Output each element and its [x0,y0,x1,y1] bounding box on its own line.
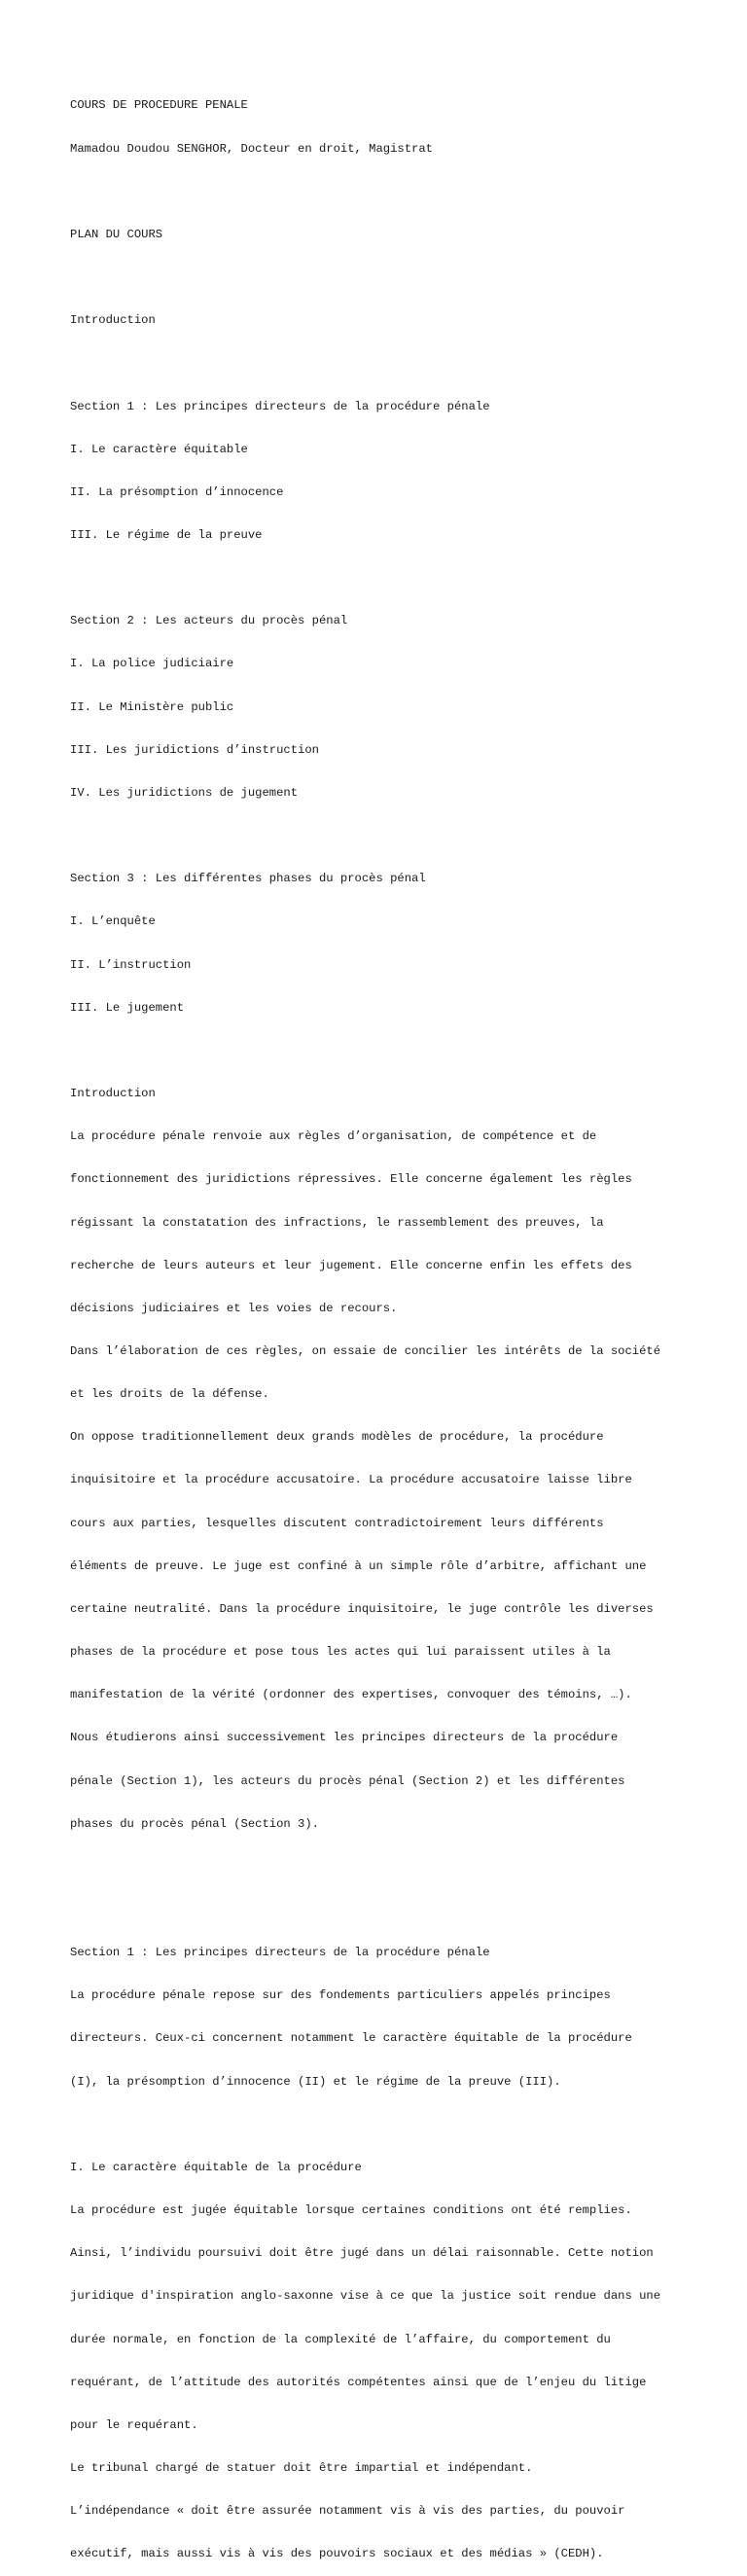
body-text-line: L’indépendance « doit être assurée notamment vis à vis des parties, du pouvoir [70,2504,625,2519]
body-text-line: La procédure est jugée équitable lorsque certaines conditions ont été remplies. [70,2203,632,2218]
blank-line [70,571,712,586]
doc-author: Mamadou Doudou SENGHOR, Docteur en droit, Magistrat [70,141,433,156]
body-text-line: (I), la présomption d’innocence (II) et le régime de la preuve (III). [70,2074,561,2089]
body-text-line: cours aux parties, lesquelles discutent contradictoirement leurs différents [70,1516,604,1530]
section-1-heading: Section 1 : Les principes directeurs de la procédure pénale [70,1946,490,1960]
plan-section-1: Section 1 : Les principes directeurs de la procédure pénale [70,399,490,413]
plan-section-1-item: I. Le caractère équitable [70,442,248,456]
plan-item-introduction: Introduction [70,313,156,328]
body-text-line: phases du procès pénal (Section 3). [70,1816,319,1831]
subsection-heading: I. Le caractère équitable de la procédure [70,2160,362,2174]
body-text-line: certaine neutralité. Dans la procédure inquisitoire, le juge contrôle les diverses [70,1601,654,1616]
body-text-line: fonctionnement des juridictions répressives. Elle concerne également les règles [70,1172,632,1187]
blank-line [70,185,712,199]
body-text-line: et les droits de la défense. [70,1387,269,1402]
introduction-heading: Introduction [70,1087,156,1101]
body-text-line: éléments de preuve. Le juge est confiné à un simple rôle d’arbitre, affichant une [70,1558,647,1573]
body-text-line: Le tribunal chargé de statuer doit être impartial et indépendant. [70,2461,533,2476]
blank-line [70,2118,712,2132]
blank-line [70,356,712,371]
plan-section-3-item: I. L’enquête [70,914,156,929]
body-text-line: inquisitoire et la procédure accusatoire. La procédure accusatoire laisse libre [70,1473,632,1487]
body-text-line: La procédure pénale repose sur des fondements particuliers appelés principes [70,1988,611,2003]
body-text-line: pour le requérant. [70,2417,198,2432]
blank-line [70,270,712,285]
body-text-line: juridique d'inspiration anglo-saxonne vise à ce que la justice soit rendue dans une [70,2289,661,2304]
plan-section-1-item: III. Le régime de la preuve [70,528,263,542]
doc-title: COURS DE PROCEDURE PENALE [70,98,248,113]
plan-section-2-item: II. Le Ministère public [70,699,234,714]
body-text-line: directeurs. Ceux-ci concernent notamment le caractère équitable de la procédure [70,2031,632,2046]
blank-line [70,1860,712,1875]
body-text-line: Ainsi, l’individu poursuivi doit être jugé dans un délai raisonnable. Cette notion [70,2246,654,2261]
body-text-line: recherche de leurs auteurs et leur jugement. Elle concerne enfin les effets des [70,1258,632,1272]
body-text-line: décisions judiciaires et les voies de recours. [70,1301,398,1315]
body-text-line: requérant, de l’attitude des autorités compétentes ainsi que de l’enjeu du litige [70,2375,647,2389]
body-text-line: durée normale, en fonction de la complexité de l’affaire, du comportement du [70,2332,611,2346]
body-text-line: régissant la constatation des infractions, le rassemblement des preuves, la [70,1215,604,1230]
body-text-line: Nous étudierons ainsi successivement les principes directeurs de la procédure [70,1731,619,1745]
blank-line [70,1044,712,1058]
blank-line [70,1903,712,1917]
blank-line [70,829,712,843]
plan-section-2-item: IV. Les juridictions de jugement [70,785,299,800]
body-text-line: exécutif, mais aussi vis à vis des pouvoirs sociaux et des médias » (CEDH). [70,2547,604,2561]
body-text-line: La procédure pénale renvoie aux règles d’organisation, de compétence et de [70,1129,597,1144]
plan-section-3-item: II. L’instruction [70,957,192,972]
plan-section-2: Section 2 : Les acteurs du procès pénal [70,614,348,628]
plan-section-1-item: II. La présomption d’innocence [70,484,284,499]
plan-heading: PLAN DU COURS [70,227,163,241]
plan-section-2-item: I. La police judiciaire [70,657,234,671]
plan-section-3: Section 3 : Les différentes phases du procès pénal [70,872,426,886]
body-text-line: pénale (Section 1), les acteurs du procès pénal (Section 2) et les différentes [70,1773,625,1788]
body-text-line: manifestation de la vérité (ordonner des expertises, convoquer des témoins, …). [70,1688,632,1702]
body-text-line: phases de la procédure et pose tous les actes qui lui paraissent utiles à la [70,1645,611,1660]
document-page [70,70,712,2576]
plan-section-2-item: III. Les juridictions d’instruction [70,742,319,757]
body-text-line: Dans l’élaboration de ces règles, on essaie de concilier les intérêts de la société [70,1343,661,1358]
plan-section-3-item: III. Le jugement [70,1000,185,1015]
body-text-line: On oppose traditionnellement deux grands modèles de procédure, la procédure [70,1430,604,1445]
